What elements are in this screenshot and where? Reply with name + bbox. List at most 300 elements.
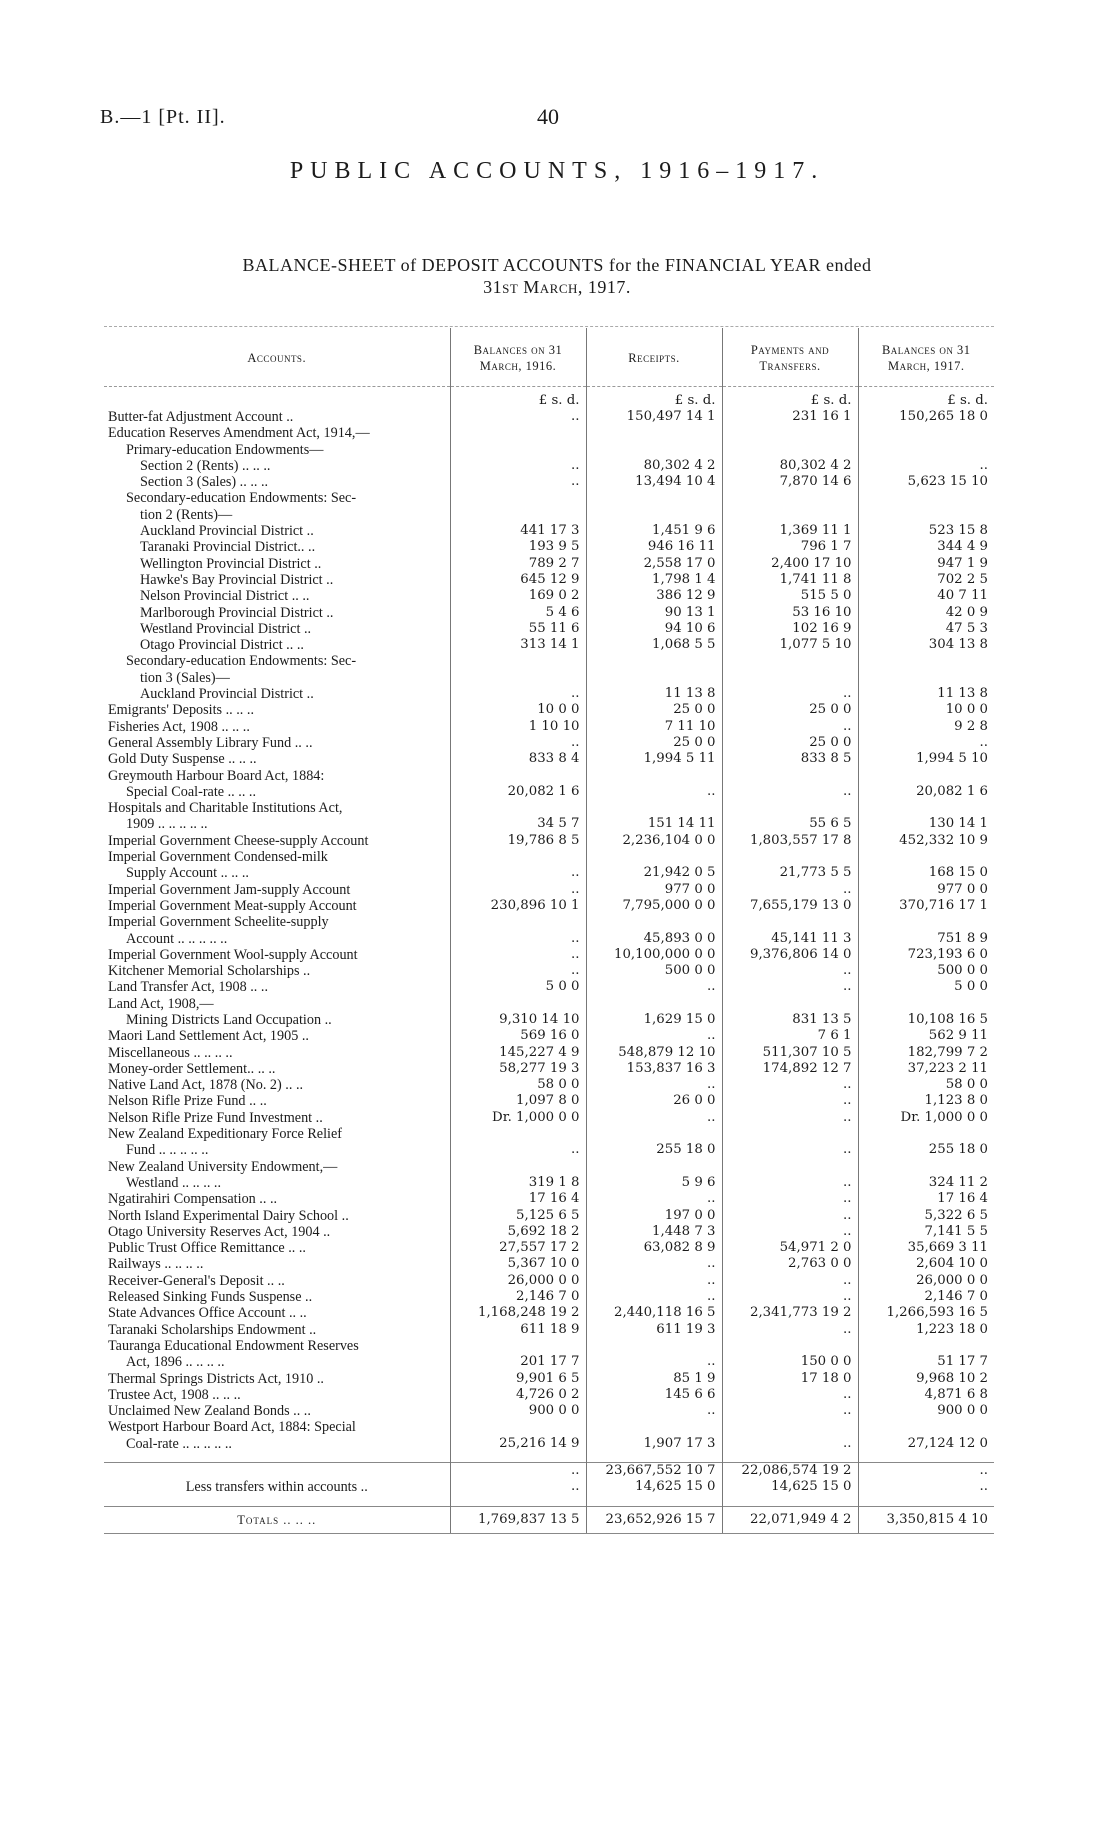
account-name: Nelson Rifle Prize Fund Investment ..	[108, 1109, 323, 1126]
balance-1916-cell: 20,082 1 6	[450, 784, 586, 800]
account-name: Secondary-education Endowments: Sec-	[126, 490, 357, 507]
account-name: Hospitals and Charitable Institutions Act,	[108, 800, 343, 817]
payments-cell	[722, 1338, 858, 1354]
receipts-cell: 1,798 1 4	[586, 572, 722, 588]
receipts-cell: 1,907 17 3	[586, 1436, 722, 1452]
payments-cell: 796 1 7	[722, 539, 858, 555]
account-name: Maori Land Settlement Act, 1905 ..	[108, 1028, 309, 1045]
payments-cell: 7,655,179 13 0	[722, 898, 858, 914]
balance-1916-cell: 10 0 0	[450, 702, 586, 718]
account-name: Fisheries Act, 1908 .. .. ..	[108, 718, 250, 735]
less-transfers-label: Less transfers within accounts ..	[185, 1479, 368, 1496]
balance-1916-cell: ..	[450, 947, 586, 963]
payments-cell: 25 0 0	[722, 702, 858, 718]
account-name: Greymouth Harbour Board Act, 1884:	[108, 767, 325, 784]
spacer-cell	[104, 1452, 450, 1463]
payments-cell: ..	[722, 1175, 858, 1191]
account-name: Kitchener Memorial Scholarships ..	[108, 963, 311, 980]
balance-1917-cell: 37,223 2 11	[858, 1061, 994, 1077]
receipts-cell: 10,100,000 0 0	[586, 947, 722, 963]
account-name: 1909 .. .. .. .. ..	[126, 816, 208, 833]
balance-1916-cell: 58,277 19 3	[450, 1061, 586, 1077]
balance-1917-cell	[858, 1126, 994, 1142]
balance-1916-cell	[450, 1126, 586, 1142]
total-payments: 22,071,949 4 2	[722, 1506, 858, 1533]
account-name: Ngatirahiri Compensation .. ..	[108, 1191, 278, 1208]
balance-1917-cell: 702 2 5	[858, 572, 994, 588]
receipts-cell	[586, 768, 722, 784]
table-row	[104, 1126, 994, 1142]
account-name: Gold Duty Suspense .. .. ..	[108, 751, 257, 768]
subtotal-payments: 22,086,574 19 2	[722, 1463, 858, 1480]
balance-1917-cell	[858, 1419, 994, 1435]
balance-1916-cell: ..	[450, 735, 586, 751]
table-row	[104, 1240, 994, 1256]
balance-1917-cell: 1,223 18 0	[858, 1322, 994, 1338]
receipts-cell: 13,494 10 4	[586, 474, 722, 490]
balance-1916-cell: 313 14 1	[450, 637, 586, 653]
table-row	[104, 686, 994, 702]
unit-label: £ s. d.	[450, 387, 586, 410]
balance-1917-cell: 523 15 8	[858, 523, 994, 539]
table-row	[104, 768, 994, 784]
table-row	[104, 490, 994, 506]
receipts-cell: 25 0 0	[586, 702, 722, 718]
balance-1916-cell: Dr. 1,000 0 0	[450, 1110, 586, 1126]
table-row	[104, 914, 994, 930]
table-row	[104, 1045, 994, 1061]
header-balances-1916: Balances on 31 March, 1916.	[450, 328, 586, 387]
spacer-row	[104, 1452, 994, 1463]
balance-1917-cell: 2,604 10 0	[858, 1256, 994, 1272]
payments-cell: 231 16 1	[722, 409, 858, 425]
balance-1917-cell	[858, 1159, 994, 1175]
payments-cell: 80,302 4 2	[722, 458, 858, 474]
payments-cell: ..	[722, 686, 858, 702]
balance-1917-cell: 182,799 7 2	[858, 1045, 994, 1061]
table-row	[104, 1012, 994, 1028]
account-name: Coal-rate .. .. .. .. ..	[126, 1435, 232, 1452]
account-name: Westland .. .. .. ..	[126, 1174, 222, 1191]
receipts-cell: 85 1 9	[586, 1371, 722, 1387]
balance-1917-cell: 35,669 3 11	[858, 1240, 994, 1256]
table-row	[104, 816, 994, 832]
balance-1916-cell: 319 1 8	[450, 1175, 586, 1191]
account-name: State Advances Office Account .. ..	[108, 1305, 307, 1322]
balance-1916-cell: 58 0 0	[450, 1077, 586, 1093]
header-accounts: Accounts.	[104, 328, 450, 387]
account-name: Auckland Provincial District ..	[140, 686, 314, 703]
receipts-cell	[586, 490, 722, 506]
account-name: Imperial Government Scheelite-supply	[108, 914, 329, 931]
balance-1917-cell: 150,265 18 0	[858, 409, 994, 425]
receipts-cell: 153,837 16 3	[586, 1061, 722, 1077]
balance-1917-cell: 1,266,593 16 5	[858, 1305, 994, 1321]
payments-cell: ..	[722, 784, 858, 800]
receipts-cell	[586, 507, 722, 523]
table-row	[104, 1289, 994, 1305]
account-name: Nelson Rifle Prize Fund .. ..	[108, 1093, 267, 1110]
total-receipts: 23,652,926 15 7	[586, 1506, 722, 1533]
account-name: Emigrants' Deposits .. .. ..	[108, 702, 254, 719]
table-row	[104, 865, 994, 881]
balance-1917-cell: 26,000 0 0	[858, 1273, 994, 1289]
account-name: Westport Harbour Board Act, 1884: Special	[108, 1419, 356, 1436]
payments-cell: 1,077 5 10	[722, 637, 858, 653]
table-row	[104, 523, 994, 539]
payments-cell: ..	[722, 1191, 858, 1207]
account-name: Money-order Settlement.. .. ..	[108, 1060, 276, 1077]
balance-1917-cell	[858, 507, 994, 523]
payments-cell: ..	[722, 719, 858, 735]
payments-cell: ..	[722, 1273, 858, 1289]
table-row	[104, 442, 994, 458]
balance-1916-cell: 201 17 7	[450, 1354, 586, 1370]
balance-1916-cell: 9,901 6 5	[450, 1371, 586, 1387]
table-row	[104, 1403, 994, 1419]
payments-cell: ..	[722, 1093, 858, 1109]
receipts-cell: ..	[586, 1028, 722, 1044]
account-name: New Zealand University Endowment,—	[108, 1158, 338, 1175]
payments-cell: ..	[722, 1387, 858, 1403]
receipts-cell: ..	[586, 1191, 722, 1207]
table-row	[104, 1175, 994, 1191]
payments-cell: 511,307 10 5	[722, 1045, 858, 1061]
total-balance-1916: 1,769,837 13 5	[450, 1506, 586, 1533]
balance-1917-cell	[858, 996, 994, 1012]
receipts-cell: ..	[586, 784, 722, 800]
spacer-cell	[858, 1496, 994, 1507]
receipts-cell: ..	[586, 1289, 722, 1305]
account-name: Secondary-education Endowments: Sec-	[126, 653, 357, 670]
balance-1917-cell: 58 0 0	[858, 1077, 994, 1093]
account-name: Nelson Provincial District .. ..	[140, 588, 310, 605]
payments-cell: 833 8 5	[722, 751, 858, 767]
account-name: Section 3 (Sales) .. .. ..	[140, 474, 269, 491]
balance-1917-cell: 9,968 10 2	[858, 1371, 994, 1387]
deposit-accounts-table	[104, 328, 994, 1534]
payments-cell: 515 5 0	[722, 588, 858, 604]
payments-cell	[722, 768, 858, 784]
balance-1917-cell: 344 4 9	[858, 539, 994, 555]
less-transfers-row	[104, 1479, 994, 1495]
receipts-cell: 63,082 8 9	[586, 1240, 722, 1256]
receipts-cell: ..	[586, 1354, 722, 1370]
payments-cell	[722, 849, 858, 865]
payments-cell: ..	[722, 1322, 858, 1338]
balance-1916-cell: 17 16 4	[450, 1191, 586, 1207]
table-row	[104, 425, 994, 441]
balance-1917-cell: 130 14 1	[858, 816, 994, 832]
receipts-cell	[586, 1159, 722, 1175]
account-name: Unclaimed New Zealand Bonds .. ..	[108, 1403, 311, 1420]
balance-1917-cell: 11 13 8	[858, 686, 994, 702]
receipts-cell	[586, 653, 722, 669]
account-name: tion 2 (Rents)—	[140, 506, 233, 523]
balance-1916-cell: ..	[450, 931, 586, 947]
heading-line-1: BALANCE-SHEET of DEPOSIT ACCOUNTS for the FINANCIAL YEAR ended	[242, 255, 872, 275]
balance-1916-cell	[450, 849, 586, 865]
receipts-cell: 1,629 15 0	[586, 1012, 722, 1028]
payments-cell: ..	[722, 963, 858, 979]
payments-cell: 831 13 5	[722, 1012, 858, 1028]
payments-cell: ..	[722, 1289, 858, 1305]
receipts-cell: ..	[586, 1273, 722, 1289]
balance-1916-cell: ..	[450, 882, 586, 898]
payments-cell: 45,141 11 3	[722, 931, 858, 947]
payments-cell: ..	[722, 1077, 858, 1093]
balance-1916-cell: 9,310 14 10	[450, 1012, 586, 1028]
receipts-cell: 946 16 11	[586, 539, 722, 555]
receipts-cell: ..	[586, 1256, 722, 1272]
table-row	[104, 409, 994, 425]
account-name: Land Transfer Act, 1908 .. ..	[108, 979, 268, 996]
receipts-cell	[586, 914, 722, 930]
table-row	[104, 621, 994, 637]
balance-1916-cell	[450, 1419, 586, 1435]
table-row	[104, 931, 994, 947]
account-name: tion 3 (Sales)—	[140, 669, 230, 686]
payments-cell: 150 0 0	[722, 1354, 858, 1370]
account-name: General Assembly Library Fund .. ..	[108, 734, 313, 751]
totals-row	[104, 1506, 994, 1533]
table-row	[104, 474, 994, 490]
account-name: Receiver-General's Deposit .. ..	[108, 1272, 285, 1289]
balance-1916-cell: 900 0 0	[450, 1403, 586, 1419]
receipts-cell	[586, 800, 722, 816]
balance-1917-cell: 10,108 16 5	[858, 1012, 994, 1028]
balance-1916-cell: 145,227 4 9	[450, 1045, 586, 1061]
receipts-cell: 2,558 17 0	[586, 556, 722, 572]
balance-1916-cell: 27,557 17 2	[450, 1240, 586, 1256]
account-name: Tauranga Educational Endowment Reserves	[108, 1337, 359, 1354]
table-row	[104, 1354, 994, 1370]
balance-1917-cell	[858, 1338, 994, 1354]
less-payments: 14,625 15 0	[722, 1479, 858, 1495]
receipts-cell: 1,448 7 3	[586, 1224, 722, 1240]
payments-cell	[722, 670, 858, 686]
receipts-cell: ..	[586, 1077, 722, 1093]
receipts-cell	[586, 1419, 722, 1435]
balance-1917-cell: 1,994 5 10	[858, 751, 994, 767]
balance-1917-cell: 751 8 9	[858, 931, 994, 947]
payments-cell: 1,741 11 8	[722, 572, 858, 588]
balance-1916-cell: 34 5 7	[450, 816, 586, 832]
balance-1916-cell: ..	[450, 1142, 586, 1158]
receipts-cell: 145 6 6	[586, 1387, 722, 1403]
account-name: Otago Provincial District .. ..	[140, 637, 304, 654]
payments-cell	[722, 800, 858, 816]
receipts-cell: 21,942 0 5	[586, 865, 722, 881]
balance-1916-cell: ..	[450, 963, 586, 979]
table-footer	[104, 1452, 994, 1533]
balance-1917-cell	[858, 653, 994, 669]
subtotal-balance-1916: ..	[450, 1463, 586, 1480]
table-row	[104, 751, 994, 767]
balance-1917-cell: 168 15 0	[858, 865, 994, 881]
table-row	[104, 1338, 994, 1354]
receipts-cell: ..	[586, 1110, 722, 1126]
balance-1917-cell: 47 5 3	[858, 621, 994, 637]
payments-cell	[722, 653, 858, 669]
payments-cell: 21,773 5 5	[722, 865, 858, 881]
spacer-cell	[586, 1452, 722, 1463]
balance-1916-cell: 5,125 6 5	[450, 1208, 586, 1224]
receipts-cell: 2,236,104 0 0	[586, 833, 722, 849]
payments-cell: ..	[722, 1208, 858, 1224]
table-row	[104, 1371, 994, 1387]
receipts-cell: 1,451 9 6	[586, 523, 722, 539]
receipts-cell: 80,302 4 2	[586, 458, 722, 474]
account-name: Act, 1896 .. .. .. ..	[126, 1354, 225, 1371]
account-name: Released Sinking Funds Suspense ..	[108, 1289, 313, 1306]
account-name: Public Trust Office Remittance .. ..	[108, 1240, 306, 1257]
receipts-cell	[586, 442, 722, 458]
balance-1917-cell: 500 0 0	[858, 963, 994, 979]
account-name: North Island Experimental Dairy School ..	[108, 1207, 349, 1224]
receipts-cell: 45,893 0 0	[586, 931, 722, 947]
table-header-row	[104, 328, 994, 387]
table-row	[104, 1028, 994, 1044]
account-name: Taranaki Scholarships Endowment ..	[108, 1321, 317, 1338]
balance-1916-cell: 789 2 7	[450, 556, 586, 572]
account-name: Trustee Act, 1908 .. .. ..	[108, 1386, 241, 1403]
balance-1916-cell: 441 17 3	[450, 523, 586, 539]
table-row	[104, 849, 994, 865]
table-row	[104, 1305, 994, 1321]
balance-1916-cell: 4,726 0 2	[450, 1387, 586, 1403]
balance-1916-cell: 1,097 8 0	[450, 1093, 586, 1109]
receipts-cell: 90 13 1	[586, 605, 722, 621]
balance-1917-cell: 9 2 8	[858, 719, 994, 735]
receipts-cell: ..	[586, 1403, 722, 1419]
table-row	[104, 605, 994, 621]
account-name: Imperial Government Condensed-milk	[108, 849, 328, 866]
receipts-cell	[586, 996, 722, 1012]
payments-cell: 102 16 9	[722, 621, 858, 637]
balance-1917-cell: 255 18 0	[858, 1142, 994, 1158]
balance-1917-cell: 42 0 9	[858, 605, 994, 621]
receipts-cell: 548,879 12 10	[586, 1045, 722, 1061]
totals-label: Totals .. .. ..	[104, 1506, 450, 1533]
account-name: Miscellaneous .. .. .. ..	[108, 1044, 233, 1061]
balance-1916-cell: 25,216 14 9	[450, 1436, 586, 1452]
payments-cell: 1,369 11 1	[722, 523, 858, 539]
table-row	[104, 539, 994, 555]
payments-cell: 9,376,806 14 0	[722, 947, 858, 963]
balance-1917-cell: 4,871 6 8	[858, 1387, 994, 1403]
table-row	[104, 1273, 994, 1289]
payments-cell: 2,763 0 0	[722, 1256, 858, 1272]
balance-1917-cell: ..	[858, 735, 994, 751]
balance-1916-cell: 230,896 10 1	[450, 898, 586, 914]
balance-1916-cell	[450, 670, 586, 686]
account-name: Primary-education Endowments—	[126, 441, 324, 458]
balance-1917-cell: 5,623 15 10	[858, 474, 994, 490]
payments-cell	[722, 1419, 858, 1435]
receipts-cell: 611 19 3	[586, 1322, 722, 1338]
payments-cell: ..	[722, 1224, 858, 1240]
balance-1917-cell: 20,082 1 6	[858, 784, 994, 800]
table-row	[104, 833, 994, 849]
table-row	[104, 882, 994, 898]
header-payments: Payments and Transfers.	[722, 328, 858, 387]
balance-1917-cell: 324 11 2	[858, 1175, 994, 1191]
receipts-cell: 94 10 6	[586, 621, 722, 637]
receipts-cell	[586, 849, 722, 865]
balance-1917-cell	[858, 914, 994, 930]
balance-1917-cell: 17 16 4	[858, 1191, 994, 1207]
account-name: Supply Account .. .. ..	[126, 865, 249, 882]
payments-cell	[722, 914, 858, 930]
balance-1916-cell	[450, 1338, 586, 1354]
account-name: Westland Provincial District ..	[140, 620, 312, 637]
unit-label: £ s. d.	[586, 387, 722, 410]
receipts-cell: ..	[586, 979, 722, 995]
balance-1916-cell: 193 9 5	[450, 539, 586, 555]
balance-1917-cell: 1,123 8 0	[858, 1093, 994, 1109]
receipts-cell: 25 0 0	[586, 735, 722, 751]
less-receipts: 14,625 15 0	[586, 1479, 722, 1495]
table-row	[104, 1224, 994, 1240]
table-row	[104, 1093, 994, 1109]
balance-1916-cell	[450, 653, 586, 669]
balance-1917-cell	[858, 425, 994, 441]
balance-1916-cell: 5 0 0	[450, 979, 586, 995]
balance-1917-cell: 27,124 12 0	[858, 1436, 994, 1452]
account-name: Account .. .. .. .. ..	[126, 930, 228, 947]
receipts-cell: 150,497 14 1	[586, 409, 722, 425]
table-row	[104, 1142, 994, 1158]
receipts-cell: 11 13 8	[586, 686, 722, 702]
units-spacer	[104, 387, 450, 410]
account-name: Imperial Government Meat-supply Account	[108, 897, 357, 914]
balance-1916-cell: 169 0 2	[450, 588, 586, 604]
balance-1916-cell: ..	[450, 686, 586, 702]
balance-1917-cell	[858, 800, 994, 816]
subtotal-row	[104, 1463, 994, 1480]
subtotal-balance-1917: ..	[858, 1463, 994, 1480]
table-row	[104, 1387, 994, 1403]
balance-1916-cell: 645 12 9	[450, 572, 586, 588]
account-name: Land Act, 1908,—	[108, 995, 214, 1012]
table-row	[104, 670, 994, 686]
payments-cell	[722, 996, 858, 1012]
deposit-accounts-table-wrapper	[104, 328, 994, 1534]
table-row	[104, 963, 994, 979]
subtotal-label	[104, 1463, 450, 1480]
balance-1916-cell: 1,168,248 19 2	[450, 1305, 586, 1321]
payments-cell: 2,400 17 10	[722, 556, 858, 572]
unit-label: £ s. d.	[858, 387, 994, 410]
table-row	[104, 979, 994, 995]
payments-cell	[722, 490, 858, 506]
receipts-cell	[586, 1338, 722, 1354]
payments-cell: 7 6 1	[722, 1028, 858, 1044]
table-row	[104, 947, 994, 963]
table-row	[104, 1322, 994, 1338]
balance-1917-cell: 452,332 10 9	[858, 833, 994, 849]
balance-1916-cell: 26,000 0 0	[450, 1273, 586, 1289]
receipts-cell: 1,068 5 5	[586, 637, 722, 653]
balance-1916-cell	[450, 768, 586, 784]
receipts-cell: 7,795,000 0 0	[586, 898, 722, 914]
payments-cell: 25 0 0	[722, 735, 858, 751]
balance-1917-cell: 5 0 0	[858, 979, 994, 995]
receipts-cell: 7 11 10	[586, 719, 722, 735]
account-name: Railways .. .. .. ..	[108, 1256, 204, 1273]
payments-cell: ..	[722, 1403, 858, 1419]
